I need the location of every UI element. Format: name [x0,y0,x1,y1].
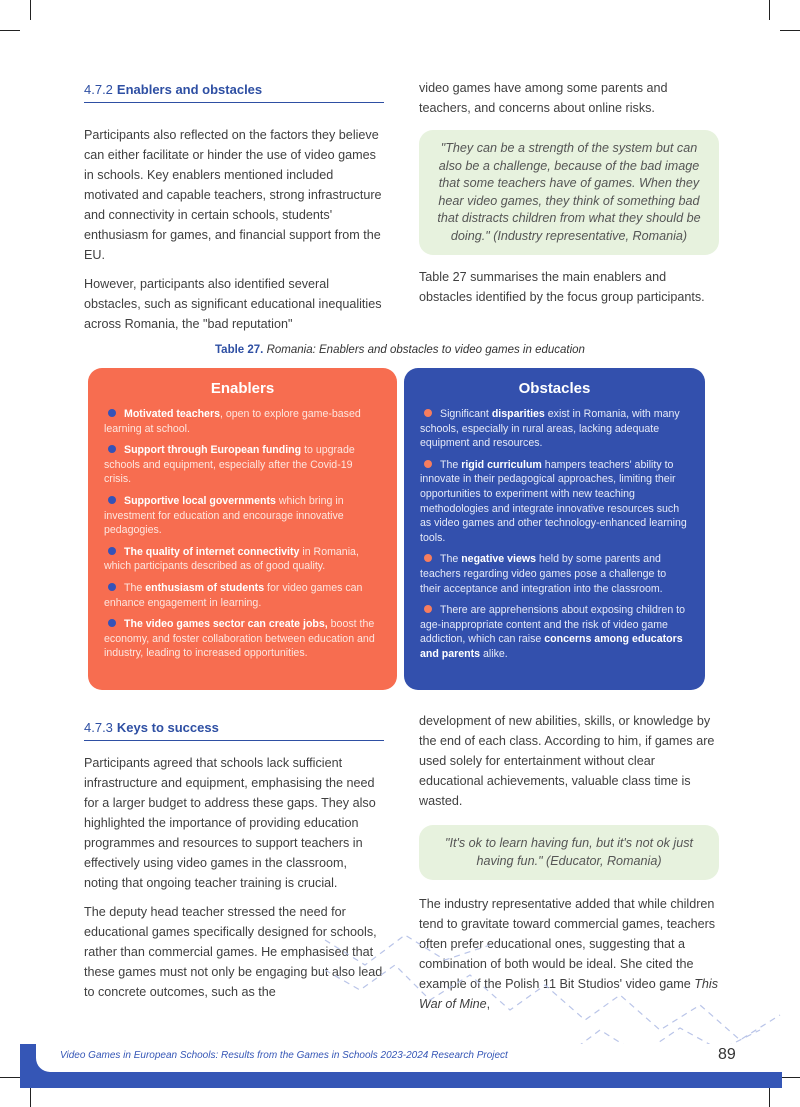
table-caption-text: Romania: Enablers and obstacles to video games in education [266,344,585,356]
item-bold-text: Motivated teachers [124,408,220,420]
section-number: 4.7.3 [84,720,113,735]
item-text: held by some parents and teachers regarding video games pose a challenge to their acceptance and integration into the classroom. [420,553,667,595]
item-text: The [440,553,462,566]
item-bold-text: negative views [461,553,536,566]
quote-box: "It's ok to learn having fun, but it's not ok just having fun." (Educator, Romania) [419,825,719,880]
section-number: 4.7.2 [84,82,113,97]
item-text: , open to explore game-based learning at school. [104,408,361,435]
footer-text: Video Games in European Schools: Results from the Games in Schools 2023-2024 Research Project [60,1050,508,1061]
paragraph: Table 27 summarises the main enablers and obstacles identified by the focus group participants. [419,270,705,304]
item-bold-text: Support through European funding [124,444,302,457]
obstacles-title: Obstacles [518,380,591,397]
paragraph: video games have among some parents and teachers, and concerns about online risks. [419,81,668,115]
item-text: to upgrade schools and equipment, especially after the Covid-19 crisis. [104,444,355,486]
paragraph: Participants also reflected on the factors they believe can either facilitate or hinder the use of video games in schools. Key enablers mentioned included motivated and capable teachers, strong infrastructure and connectivity in certain schools, students' enthusiasm for games, and financial support from the EU. [84,128,382,262]
page-number: 89 [718,1046,736,1063]
table-caption-label: Table 27. [215,344,264,356]
game-title: This War of Mine [419,977,718,1011]
paragraph: development of new abilities, skills, or knowledge by the end of each class. According to him, if games are used solely for entertainment without clear educational achievements, valuable class time is wasted. [419,714,715,808]
item-text: hampers teachers' ability to innovate in their pedagogical approaches, limiting their opportunities to experiment with new teaching methodologies and integrate innovative resources such as video games and other technology-enhanced learning tools. [420,458,687,544]
item-text: Significant [440,408,492,420]
item-text: There are apprehensions about exposing children to age-inappropriate content and the risk of video game addiction, which can raise [420,604,685,646]
item-text: in Romania, which participants described as of good quality. [104,545,359,573]
item-bold-text: rigid curriculum [461,458,542,471]
item-text: boost the economy, and foster collaboration between education and industry, leading to increased opportunities. [104,618,375,660]
item-bold-text: The video games sector can create jobs, [124,618,328,631]
item-bold-text: Supportive local governments [124,494,276,507]
item-text: The [440,458,462,471]
item-bold-text: enthusiasm of students [145,581,265,594]
quote-box: "They can be a strength of the system but can also be a challenge, because of the bad image that some teachers have of games. When they hear video games, they think of something bad that distracts children from what they should be doing." (Industry representative, Romania) [419,130,719,255]
paragraph: The deputy head teacher stressed the need for educational games specifically designed for schools, rather than commercial games. He emphasised that these games must not only be engaging but also lead to concrete outcomes, such as the [84,905,383,999]
paragraph-text: The industry representative added that while children tend to gravitate toward commercial games, teachers often prefer educational ones, suggesting that a combination of both would be ideal. She cited the example of the Polish 11 Bit Studios' video game [419,897,716,991]
item-text: exist in Romania, with many schools, especially in rural areas, lacking adequate equipment and resources. [420,408,680,450]
item-bold-text: disparities [491,408,545,420]
paragraph: However, participants also identified several obstacles, such as significant educational inequalities across Romania, the "bad reputation" [84,277,382,331]
enablers-title: Enablers [210,380,275,397]
section-title: Enablers and obstacles [116,82,263,97]
item-bold-text: The quality of internet connectivity [124,545,300,558]
paragraph-text: , [486,997,491,1011]
item-text: for video games can enhance engagement in learning. [104,581,363,609]
item-text: The [124,581,146,594]
section-title: Keys to success [116,720,219,735]
paragraph: Participants agreed that schools lack sufficient infrastructure and equipment, emphasising the need for a larger budget to address these gaps. They also highlighted the importance of providing education programmes and resources to support teachers in effectively using video games in the classroom, noting that ongoing teacher training is crucial. [84,756,376,890]
item-bold-text: concerns among educators and parents [420,633,683,660]
item-text: alike. [480,647,508,660]
item-text: which bring in investment for education and encourage innovative pedagogies. [104,494,344,537]
